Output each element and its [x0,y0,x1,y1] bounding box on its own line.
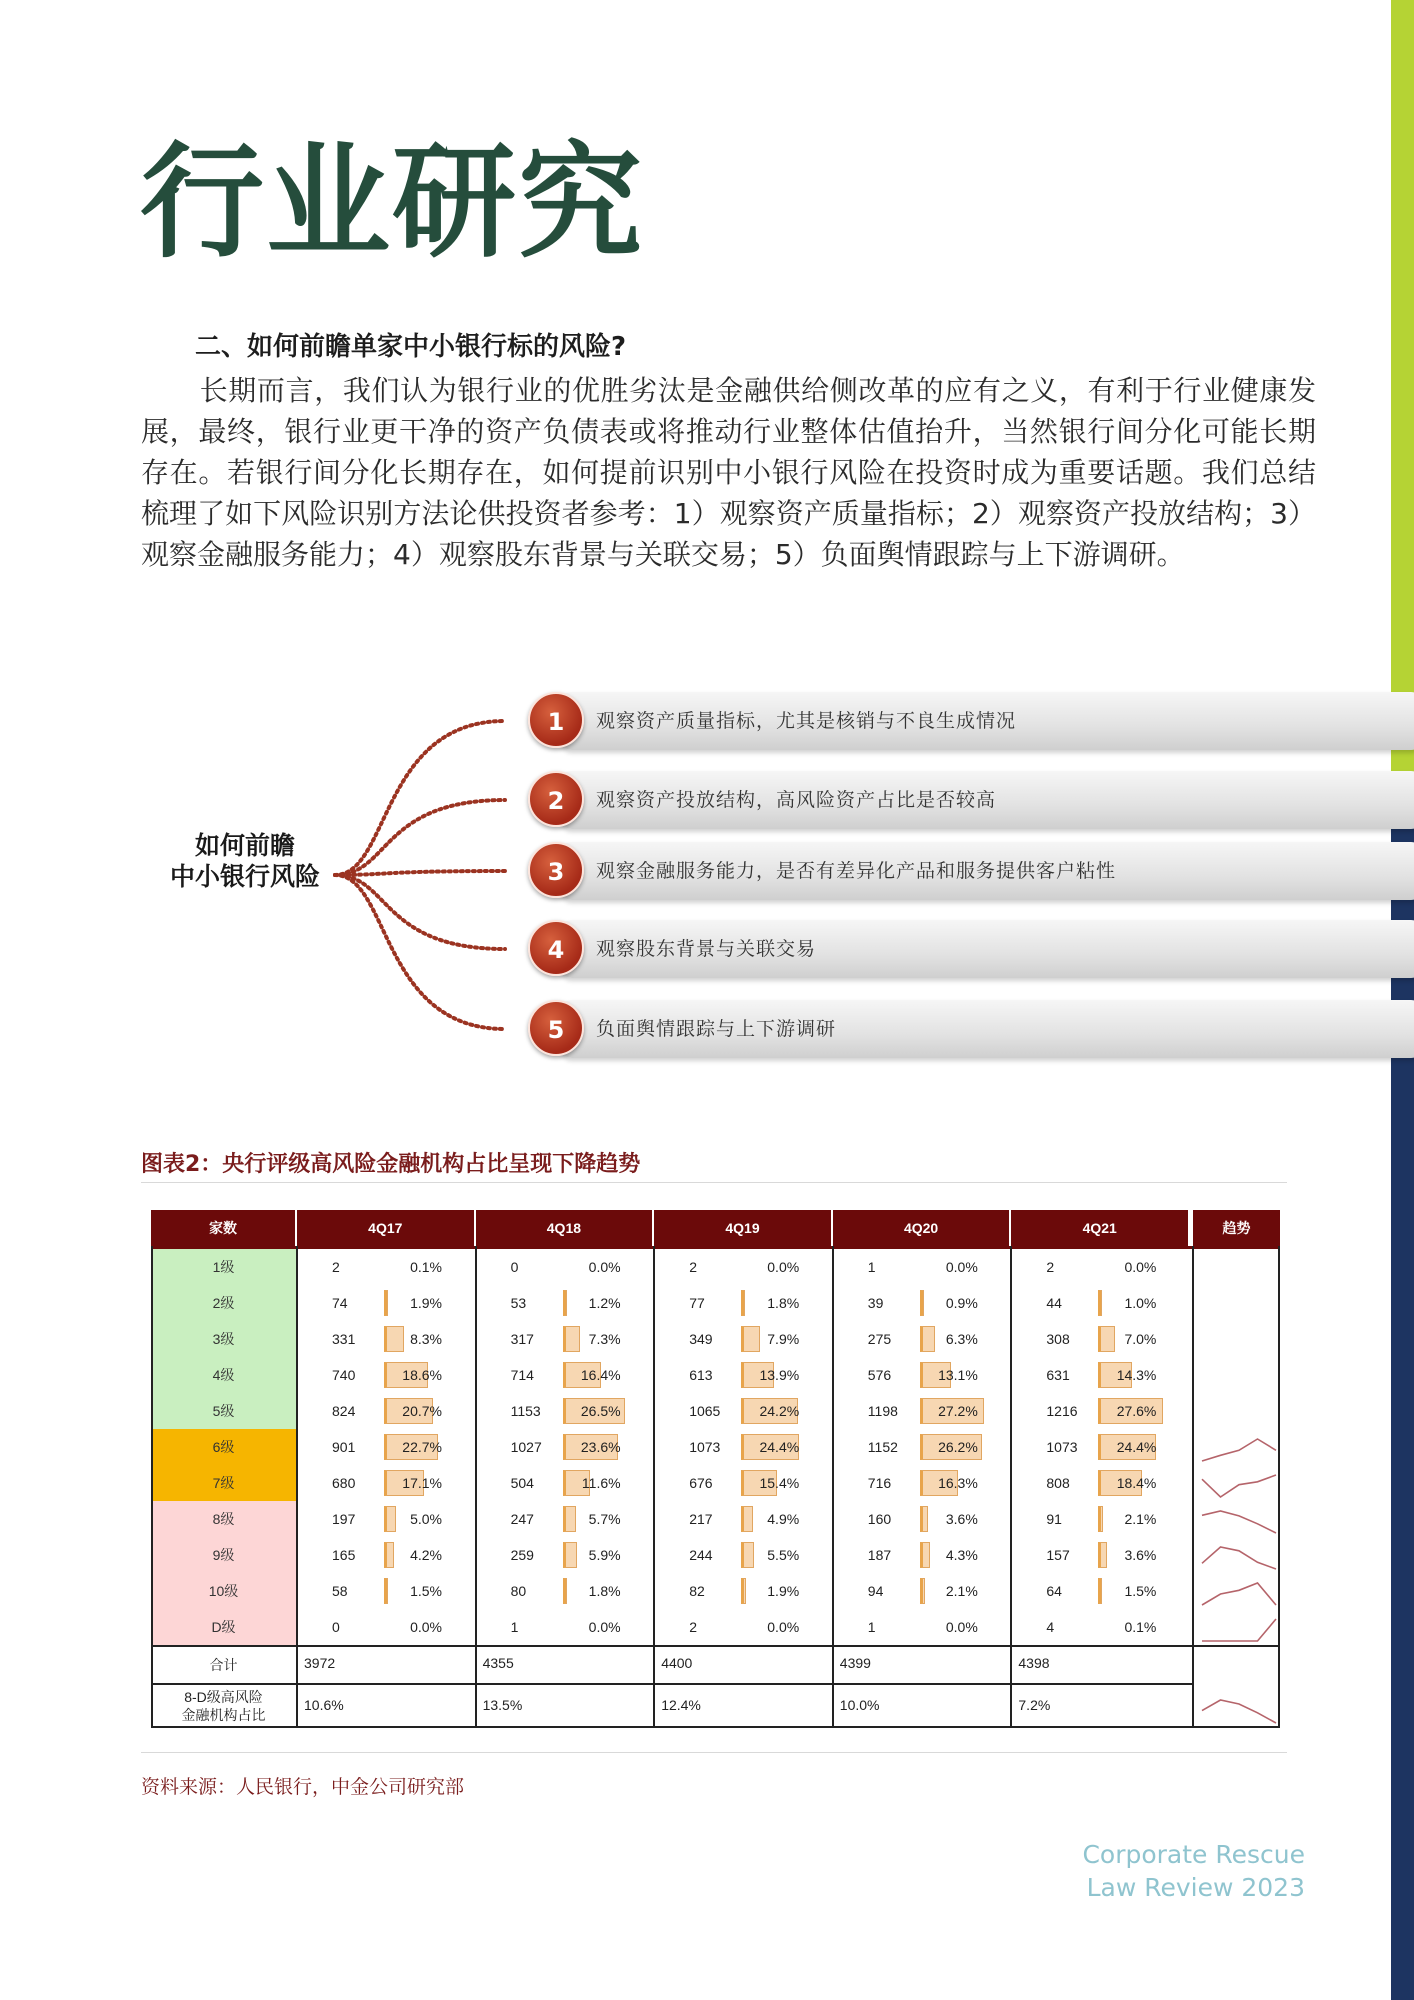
table-level-cell: 8级 [151,1501,296,1537]
diagram-connector [335,875,505,949]
trend-sparkline [1200,1467,1280,1499]
table-share-cell: 13.9% [759,1367,800,1383]
table-share-cell: 11.6% [581,1475,621,1491]
table-share-cell: 0.1% [1124,1619,1157,1635]
table-share-cell: 20.7% [402,1403,442,1419]
table-count-cell: 64 [1046,1583,1062,1599]
table-count-cell: 1 [867,1619,876,1635]
diagram-item-text: 观察资产质量指标，尤其是核销与不良生成情况 [596,710,1017,732]
table-total-label: 合计 [209,1657,238,1673]
trend-sparkline-line [1202,1511,1276,1533]
figure-caption: 图表2：央行评级高风险金融机构占比呈现下降趋势 [141,1152,641,1177]
rating-table [151,1210,1280,1728]
table-share-cell: 1.8% [588,1583,621,1599]
table-level-cell: 1级 [151,1249,296,1285]
table-share-cell: 27.2% [938,1403,978,1419]
table-count-cell: 631 [1046,1367,1070,1383]
table-header-period: 4Q21 [1011,1210,1188,1246]
diagram-connector [335,871,505,875]
table-count-cell: 0 [510,1259,519,1275]
table-share-cell: 3.6% [945,1511,978,1527]
table-count-cell: 4 [1046,1619,1055,1635]
table-column-rule [832,1246,834,1728]
table-share-cell: 24.2% [759,1403,800,1419]
table-share-cell: 0.0% [767,1619,800,1635]
table-level-cell: 5级 [151,1393,296,1429]
table-count-cell: 613 [689,1367,713,1383]
table-share-cell: 4.3% [945,1547,978,1563]
table-count-cell: 504 [510,1475,534,1491]
table-bottom-rule [141,1752,1287,1753]
table-row-rule [151,1645,1280,1647]
table-share-cell: 18.4% [1116,1475,1157,1491]
table-total-value: 4400 [661,1655,693,1671]
table-high-risk-value: 7.2% [1018,1697,1051,1713]
table-count-cell: 901 [332,1439,356,1455]
table-count-cell: 1152 [867,1439,898,1455]
table-column-rule [1278,1246,1280,1728]
table-count-cell: 1216 [1046,1403,1078,1419]
table-high-risk-label-line: 8-D级高风险 [184,1689,263,1705]
table-column-rule [653,1246,655,1728]
table-share-cell: 5.0% [410,1511,442,1527]
table-share-cell: 26.5% [580,1403,621,1419]
table-count-cell: 165 [332,1547,356,1563]
table-count-cell: 94 [867,1583,884,1599]
table-share-cell: 16.3% [938,1475,978,1491]
body-paragraph [141,370,1316,575]
table-header-period: 4Q17 [297,1210,474,1246]
table-high-risk-value: 10.6% [304,1697,344,1713]
table-count-cell: 1073 [1046,1439,1078,1455]
table-row-rule [151,1683,1192,1685]
table-share-cell: 1.9% [767,1583,800,1599]
trend-sparkline-line [1202,1475,1276,1497]
page-title: 行业研究 [140,131,645,275]
table-count-cell: 676 [689,1475,713,1491]
diagram-center-label [160,830,330,892]
caption-rule [141,1182,1287,1183]
diagram-connector [335,875,505,1029]
table-count-cell: 1027 [510,1439,542,1455]
figure-source: 资料来源：人民银行，中金公司研究部 [141,1776,465,1798]
diagram-connector [335,721,505,875]
table-level-cell: D级 [151,1609,296,1645]
table-share-cell: 14.3% [1116,1367,1157,1383]
trend-sparkline [1200,1503,1280,1535]
table-count-cell: 53 [510,1295,527,1311]
table-share-cell: 0.0% [1124,1259,1157,1275]
diagram-item [547,1000,1414,1058]
table-count-cell: 82 [689,1583,705,1599]
table-share-cell: 7.3% [588,1331,621,1347]
table-count-cell: 680 [332,1475,356,1491]
risk-methodology-diagram [140,680,1300,1065]
table-total-value: 4398 [1018,1655,1050,1671]
table-count-cell: 197 [332,1511,356,1527]
diagram-item-number: 2 [528,771,584,827]
table-count-cell: 160 [867,1511,892,1527]
brand-line2: Law Review 2023 [1086,1873,1305,1902]
table-header-trend: 趋势 [1193,1210,1280,1246]
brand-line1: Corporate Rescue [1082,1840,1305,1869]
table-share-cell: 0.0% [410,1619,442,1635]
diagram-item-text: 观察金融服务能力，是否有差异化产品和服务提供客户粘性 [596,860,1117,882]
table-share-cell: 4.9% [767,1511,800,1527]
section-heading: 二、如何前瞻单家中小银行标的风险? [195,332,627,362]
table-count-cell: 39 [867,1295,884,1311]
table-share-cell: 0.9% [945,1295,978,1311]
table-share-cell: 1.5% [410,1583,442,1599]
table-count-cell: 349 [689,1331,713,1347]
table-high-risk-value: 12.4% [661,1697,701,1713]
table-count-cell: 0 [332,1619,340,1635]
table-total-value: 4399 [839,1655,871,1671]
table-count-cell: 187 [867,1547,892,1563]
table-share-cell: 22.7% [402,1439,442,1455]
table-share-cell: 23.6% [580,1439,621,1455]
table-share-cell: 5.9% [588,1547,621,1563]
diagram-item [547,692,1414,750]
table-share-cell: 1.8% [767,1295,800,1311]
diagram-item-number: 5 [528,1000,584,1056]
table-count-cell: 157 [1046,1547,1070,1563]
body-paragraph-text: 长期而言，我们认为银行业的优胜劣汰是金融供给侧改革的应有之义，有利于行业健康发展，最终，银行业更干净的资产负债表或将推动行业整体估值抬升，当然银行间分化可能长期存在。若银行间分化长期存在，如何提前识别中小银行风险在投资时成为重要话题。我们总结梳理了如下风险识别方法论供投资者参考：1）观察资产质量指标；2）观察资产投放结构；3）观察金融服务能力；4）观察股东背景与关联交易；5）负面舆情跟踪与上下游调研。 [141,374,1316,571]
diagram-item-number: 1 [528,692,584,748]
diagram-item [547,920,1414,978]
table-column-rule [151,1246,153,1728]
table-share-cell: 5.7% [588,1511,621,1527]
table-share-cell: 0.0% [945,1259,978,1275]
table-count-cell: 77 [689,1295,705,1311]
table-share-cell: 2.1% [945,1583,978,1599]
diagram-connector [335,800,505,875]
table-share-cell: 2.1% [1124,1511,1157,1527]
accent-bar-green [1391,0,1414,777]
table-share-cell: 16.4% [580,1367,621,1383]
table-level-cell: 6级 [151,1429,296,1465]
table-share-cell: 3.6% [1124,1547,1157,1563]
table-count-cell: 1065 [689,1403,721,1419]
table-total-value: 4355 [482,1655,514,1671]
table-column-rule [296,1246,298,1728]
table-share-cell: 7.9% [767,1331,800,1347]
trend-sparkline-line [1202,1619,1276,1641]
trend-sparkline-line [1202,1547,1276,1569]
table-share-cell: 24.4% [759,1439,800,1455]
table-level-cell: 7级 [151,1465,296,1501]
table-level-cell: 3级 [151,1321,296,1357]
table-count-cell: 1198 [867,1403,898,1419]
table-high-risk-value: 10.0% [839,1697,880,1713]
trend-sparkline-line [1202,1700,1276,1723]
trend-sparkline [1200,1575,1280,1607]
table-share-cell: 0.1% [410,1259,442,1275]
table-count-cell: 1153 [510,1403,541,1419]
diagram-center-line2: 中小银行风险 [169,862,320,891]
table-share-cell: 17.1% [402,1475,442,1491]
table-count-cell: 576 [867,1367,892,1383]
table-share-cell: 27.6% [1116,1403,1157,1419]
diagram-item [547,842,1414,900]
trend-sparkline [1200,1611,1280,1643]
table-total-value: 3972 [304,1655,336,1671]
table-count-cell: 2 [689,1619,697,1635]
table-high-risk-value: 13.5% [482,1697,523,1713]
diagram-item-text: 负面舆情跟踪与上下游调研 [596,1018,837,1040]
table-share-cell: 0.0% [945,1619,978,1635]
table-count-cell: 247 [510,1511,534,1527]
table-share-cell: 18.6% [402,1367,442,1383]
table-count-cell: 714 [510,1367,534,1383]
table-share-cell: 1.2% [588,1295,621,1311]
diagram-center-line1: 如何前瞻 [194,831,295,860]
table-high-risk-label-line: 金融机构占比 [181,1707,266,1723]
diagram-item-text: 观察股东背景与关联交易 [596,938,817,960]
table-count-cell: 1073 [689,1439,721,1455]
diagram-item-number: 4 [528,920,584,976]
table-row-rule [151,1726,1280,1728]
table-count-cell: 244 [689,1547,713,1563]
table-level-cell: 2级 [151,1285,296,1321]
table-count-cell: 58 [332,1583,348,1599]
table-level-cell: 9级 [151,1537,296,1573]
table-level-cell: 4级 [151,1357,296,1393]
table-share-cell: 1.9% [410,1295,442,1311]
table-count-cell: 91 [1046,1511,1062,1527]
table-share-cell: 1.0% [1124,1295,1157,1311]
table-count-cell: 80 [510,1583,527,1599]
diagram-item-text: 观察资产投放结构，高风险资产占比是否较高 [596,789,997,811]
table-share-cell: 8.3% [410,1331,442,1347]
table-count-cell: 740 [332,1367,356,1383]
table-share-cell: 0.0% [588,1259,621,1275]
trend-sparkline-line [1202,1439,1276,1461]
table-count-cell: 2 [332,1259,340,1275]
table-header-period: 4Q20 [833,1210,1010,1246]
trend-sparkline [1200,1539,1280,1571]
table-share-cell: 15.4% [759,1475,800,1491]
table-column-rule [1010,1246,1012,1728]
diagram-item-number: 3 [528,842,584,898]
table-column-rule [475,1246,477,1728]
table-share-cell: 13.1% [938,1367,978,1383]
table-column-rule [1192,1246,1194,1728]
table-header-period: 4Q19 [654,1210,831,1246]
trend-sparkline-line [1202,1583,1276,1605]
table-count-cell: 217 [689,1511,713,1527]
table-header-period: 4Q18 [476,1210,653,1246]
table-share-cell: 7.0% [1124,1331,1157,1347]
table-share-cell: 24.4% [1116,1439,1157,1455]
table-count-cell: 716 [867,1475,892,1491]
trend-sparkline [1200,1686,1280,1725]
trend-sparkline [1200,1431,1280,1463]
table-count-cell: 331 [332,1331,356,1347]
table-count-cell: 74 [332,1295,348,1311]
brand-footer [1082,1838,1305,1904]
table-share-cell: 5.5% [767,1547,800,1563]
table-count-cell: 2 [689,1259,697,1275]
table-share-cell: 1.5% [1124,1583,1157,1599]
table-share-cell: 0.0% [588,1619,621,1635]
table-count-cell: 259 [510,1547,534,1563]
table-count-cell: 1 [867,1259,876,1275]
table-count-cell: 2 [1046,1259,1055,1275]
diagram-item [547,771,1414,829]
table-share-cell: 0.0% [767,1259,800,1275]
table-count-cell: 308 [1046,1331,1070,1347]
table-share-cell: 26.2% [938,1439,978,1455]
table-high-risk-label [151,1688,296,1724]
table-share-cell: 4.2% [410,1547,442,1563]
table-header-levels: 家数 [151,1210,295,1246]
table-level-cell: 10级 [151,1573,296,1609]
table-count-cell: 808 [1046,1475,1070,1491]
table-count-cell: 317 [510,1331,534,1347]
table-count-cell: 275 [867,1331,892,1347]
table-count-cell: 44 [1046,1295,1062,1311]
table-share-cell: 6.3% [945,1331,978,1347]
table-count-cell: 1 [510,1619,519,1635]
table-count-cell: 824 [332,1403,356,1419]
